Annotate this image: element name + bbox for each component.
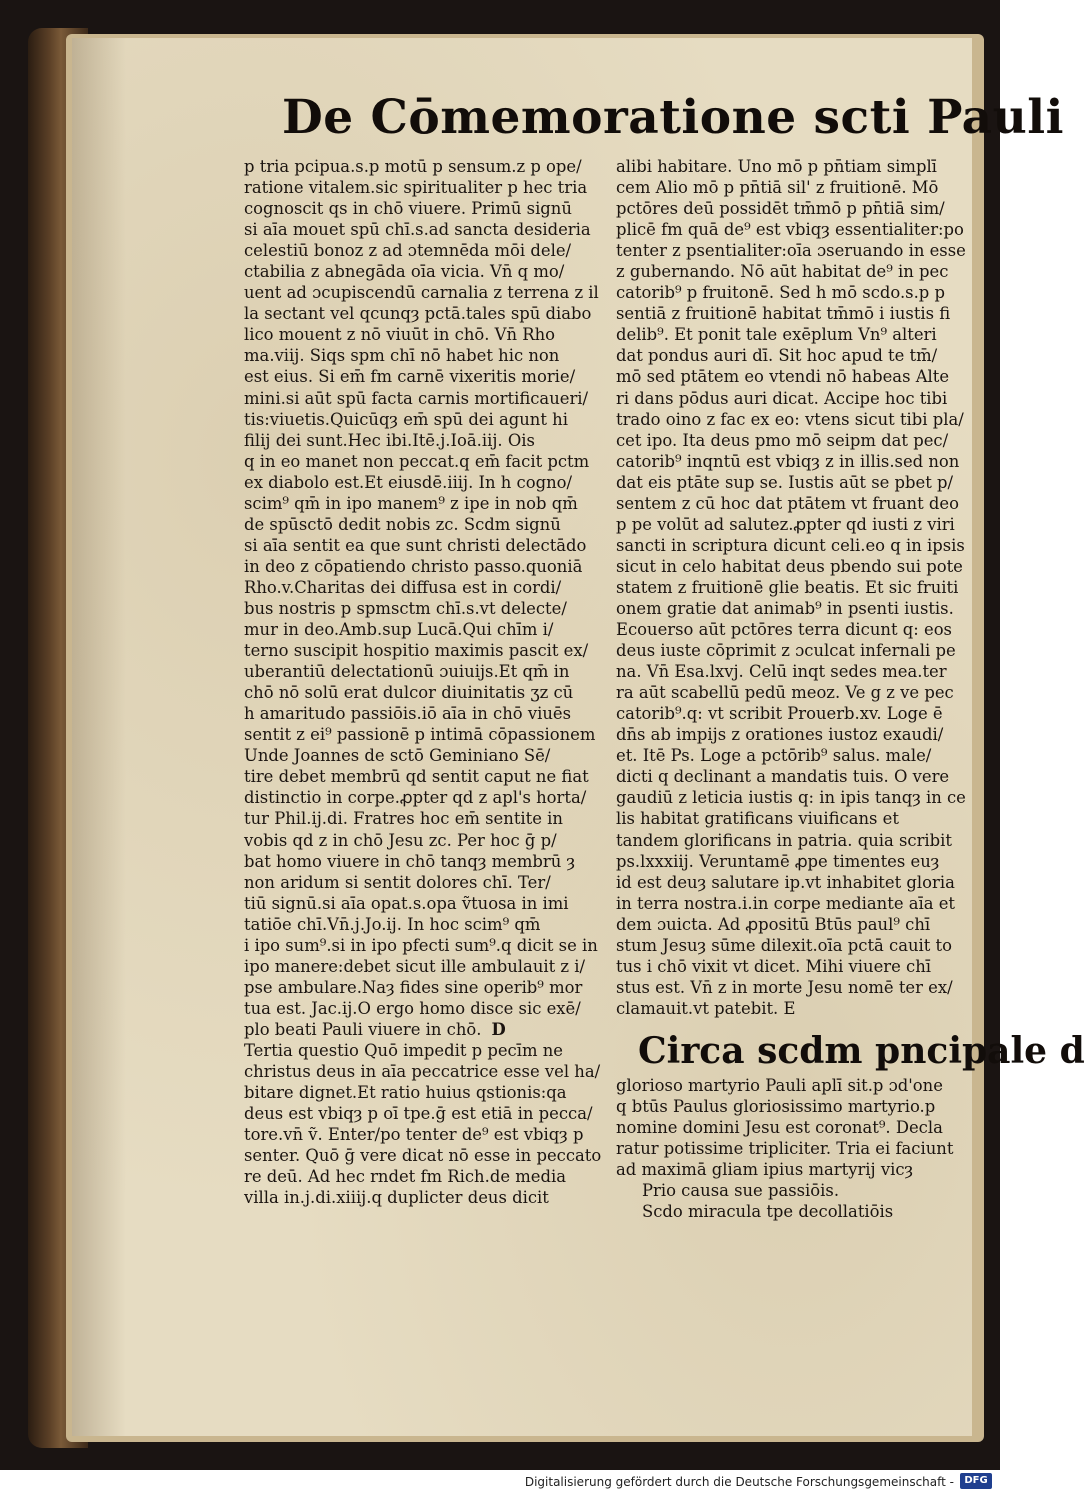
text-line: celestiū bonoz z ad ɔtemnēda mōi dele/ bbox=[244, 241, 572, 261]
text-line: bitare dignet.Et ratio huius qstionis:qa bbox=[244, 1083, 567, 1103]
text-line: de spūsctō dedit nobis zc. Scdm signū bbox=[244, 514, 561, 534]
text-line: tore.vn̄ ṽ. Enter/po tenter de⁹ est vbiqȝ p bbox=[244, 1125, 584, 1145]
text-line: et. Itē Ps. Loge a pctōrib⁹ salus. male/ bbox=[616, 746, 932, 766]
text-line: vobis qd z in chō Jesu zc. Per hoc ḡ p/ bbox=[244, 830, 557, 850]
paragraph-mark: D bbox=[491, 1019, 506, 1039]
text-line: christus deus in aīa peccatrice esse vel ha/ bbox=[244, 1062, 601, 1082]
text-line: catorib⁹ p fruitonē. Sed h mō scdo.s.p p bbox=[616, 283, 945, 303]
text-line: sentiā z fruitionē habitat tm̄mō i iustis fi bbox=[616, 304, 951, 324]
text-line: Tertia questio Quō impedit p pecīm ne bbox=[244, 1040, 563, 1060]
text-line: tiū signū.si aīa opat.s.opa ṽtuosa in imi bbox=[244, 893, 569, 913]
text-line: delib⁹. Et ponit tale exēplum Vn⁹ alteri bbox=[616, 325, 937, 345]
text-line: pse ambulare.Naȝ fides sine operib⁹ mor bbox=[244, 977, 583, 997]
text-line: dn̄s ab impijs z orationes iustoz exaudi/ bbox=[616, 725, 944, 745]
text-line: ipo manere:debet sicut ille ambulauit z i/ bbox=[244, 956, 586, 976]
text-line: bus nostris p spmsctm chī.s.vt delecte/ bbox=[244, 598, 567, 618]
text-line: ra aūt scabellū pedū meoz. Ve g z ve pec bbox=[616, 683, 954, 703]
text-line: chō nō solū erat dulcor diuinitatis ʒz cū bbox=[244, 683, 574, 703]
text-line: ps.lxxxiij. Veruntamē ꝓpe timentes euȝ bbox=[616, 851, 940, 871]
text-line: Rho.v.Charitas dei diffusa est in cordi/ bbox=[244, 577, 562, 597]
text-line: filij dei sunt.Hec ibi.Itē.j.Ioā.iij. Ois bbox=[244, 430, 535, 450]
text-line: q btūs Paulus gloriosissimo martyrio.p bbox=[616, 1096, 936, 1116]
text-line: nomine domini Jesu est coronat⁹. Decla bbox=[616, 1118, 943, 1138]
text-line: Ecouerso aūt pctōres terra dicunt q: eos bbox=[616, 620, 952, 640]
text-line: ex diabolo est.Et eiusdē.iiij. In h cogno/ bbox=[244, 472, 573, 492]
text-line: h amaritudo passiōis.iō aīa in chō viuēs bbox=[244, 704, 572, 724]
text-line: ratur potissime tripliciter. Tria ei faciunt bbox=[616, 1139, 954, 1159]
list-item: Scdo miracula tpe decollatiōis bbox=[642, 1202, 894, 1222]
text-line-with-mark bbox=[244, 1019, 598, 1040]
text-line: sicut in celo habitat deus pbendo sui pote bbox=[616, 556, 963, 576]
text-line: Unde Joannes de sctō Geminiano Sē/ bbox=[244, 746, 551, 766]
text-line: villa in.j.di.xiiij.q duplicter deus dicit bbox=[244, 1188, 549, 1208]
text-line: i ipo sum⁹.si in ipo pfecti sum⁹.q dicit se in bbox=[244, 935, 598, 955]
funding-credit: Digitalisierung gefördert durch die Deutsche Forschungsgemeinschaft - bbox=[524, 1475, 954, 1489]
text-line: alibi habitare. Uno mō p pn̄tiam simplī bbox=[616, 157, 937, 176]
text-line: stus est. Vn̄ z in morte Jesu nomē ter ex/ bbox=[616, 977, 953, 997]
text-line: tatiōe chī.Vn̄.j.Jo.ij. In hoc scim⁹ qm̄ bbox=[244, 914, 541, 934]
text-line: q in eo manet non peccat.q em̄ facit pctm bbox=[244, 451, 590, 471]
text-line: sentit z ei⁹ passionē p intimā cōpassionem bbox=[244, 725, 596, 745]
text-line: si aīa sentit ea que sunt christi delectādo bbox=[244, 535, 587, 555]
text-line: terno suscipit hospitio maximis pascit ex/ bbox=[244, 641, 589, 661]
text-line: senter. Quō ḡ vere dicat nō esse in peccato bbox=[244, 1146, 602, 1166]
text-line: ctabilia z abnegāda oīa vicia. Vn̄ q mo/ bbox=[244, 262, 565, 282]
text-line: bat homo viuere in chō tanqȝ membrū ȝ bbox=[244, 851, 576, 871]
text-line: clamauit.vt patebit. E bbox=[616, 998, 796, 1018]
text-line: gaudiū z leticia iustis q: in ipis tanqȝ in ce bbox=[616, 788, 966, 808]
text-line: dat pondus auri dī. Sit hoc apud te tm̄/ bbox=[616, 346, 938, 366]
text-line: tire debet membrū qd sentit caput ne fiat bbox=[244, 767, 589, 787]
text-line: re deū. Ad hec rndet fm Rich.de media bbox=[244, 1167, 566, 1187]
text-line: deus iuste cōprimit z ɔculcat infernali pe bbox=[616, 641, 956, 661]
text-line: p pe volūt ad salutez.ꝓpter qd iusti z viri bbox=[616, 514, 955, 534]
text-line: non aridum si sentit dolores chī. Ter/ bbox=[244, 872, 551, 892]
text-line: plicē fm quā de⁹ est vbiqȝ essentialiter:po bbox=[616, 220, 964, 240]
text-line: uberantiū delectationū ɔuiuijs.Et qm̄ in bbox=[244, 662, 570, 682]
text-line: na. Vn̄ Esa.lxvj. Celū inqt sedes mea.ter bbox=[616, 662, 947, 682]
text-line: catorib⁹ inqntū est vbiqȝ z in illis.sed non bbox=[616, 451, 960, 471]
text-line: ad maximā gliam ipius martyrij vicȝ bbox=[616, 1160, 914, 1180]
text-line: mini.si aūt spū facta carnis mortificaueri/ bbox=[244, 388, 589, 408]
text-line: cet ipo. Ita deus pmo mō seipm dat pec/ bbox=[616, 430, 949, 450]
text-line: tur Phil.ij.di. Fratres hoc em̄ sentite in bbox=[244, 809, 563, 829]
text-line: z gubernando. Nō aūt habitat de⁹ in pec bbox=[616, 262, 949, 282]
text-line: in terra nostra.i.in corpe mediante aīa et bbox=[616, 893, 956, 913]
text-line: sancti in scriptura dicunt celi.eo q in ipsis bbox=[616, 535, 965, 555]
text-line: tandem glorificans in patria. quia scribit bbox=[616, 830, 952, 850]
right-text-column bbox=[616, 156, 1085, 1222]
text-line: in deo z cōpatiendo christo passo.quoniā bbox=[244, 556, 583, 576]
text-line: tus i chō vixit vt dicet. Mihi viuere chī bbox=[616, 956, 932, 976]
text-line: si aīa mouet spū chī.s.ad sancta desideria bbox=[244, 220, 591, 240]
text-line: deus est vbiqȝ p oī tpe.ḡ est etiā in pecca/ bbox=[244, 1104, 593, 1124]
text-line: dem ɔuicta. Ad ꝓpositū Btūs paul⁹ chī bbox=[616, 914, 931, 934]
text-line: ma.viij. Siqs spm chī nō habet hic non bbox=[244, 346, 560, 366]
section-subhead: Circa scdm pncipale d bbox=[638, 1029, 1085, 1072]
text-line: dicti q declinant a mandatis tuis. O vere bbox=[616, 767, 950, 787]
text-line: mur in deo.Amb.sup Lucā.Qui chīm i/ bbox=[244, 620, 554, 640]
text-line: tis:viuetis.Quicūqȝ em̄ spū dei agunt hi bbox=[244, 409, 568, 429]
text-line: onem gratie dat animab⁹ in psenti iustis. bbox=[616, 598, 954, 618]
text-line: uent ad ɔcupiscendū carnalia z terrena z il bbox=[244, 283, 599, 303]
text-line: p tria pcipua.s.p motū p sensum.z p ope/ bbox=[244, 157, 582, 176]
text-line: scim⁹ qm̄ in ipo manem⁹ z ipe in nob qm̄ bbox=[244, 493, 578, 513]
paper-page bbox=[72, 38, 1085, 1436]
text-line: lico mouent z nō viuūt in chō. Vn̄ Rho bbox=[244, 325, 556, 345]
text-line: statem z fruitionē glie beatis. Et sic fruiti bbox=[616, 577, 959, 597]
text-line: trado oino z fac ex eo: vtens sicut tibi pla/ bbox=[616, 409, 964, 429]
text-line: mō sed ptātem eo vtendi nō habeas Alte bbox=[616, 367, 950, 387]
list-item: Prio causa sue passiōis. bbox=[642, 1181, 840, 1201]
text-line: tua est. Jac.ij.O ergo homo disce sic exē/ bbox=[244, 998, 581, 1018]
text-line: plo beati Pauli viuere in chō. bbox=[244, 1019, 482, 1039]
text-line: ratione vitalem.sic spiritualiter p hec tria bbox=[244, 178, 588, 198]
text-line: cognoscit qs in chō viuere. Primū signū bbox=[244, 199, 572, 219]
text-line: stum Jesuȝ sūme dilexit.oīa pctā cauit to bbox=[616, 935, 953, 955]
text-line: la sectant vel qcunqȝ pctā.tales spū diabo bbox=[244, 304, 592, 324]
text-line: glorioso martyrio Pauli aplī sit.p ɔd'one bbox=[616, 1075, 943, 1095]
running-head: De Cōmemoratione scti Pauli bbox=[282, 90, 1064, 145]
text-line: sentem z cū hoc dat ptātem vt fruant deo bbox=[616, 493, 959, 513]
text-line: pctōres deū possidēt tm̄mō p pn̄tiā sim/ bbox=[616, 199, 945, 219]
text-line: lis habitat gratificans viuificans et bbox=[616, 809, 899, 829]
text-line: id est deuȝ salutare ip.vt inhabitet gloria bbox=[616, 872, 955, 892]
text-line: est eius. Si em̄ fm carnē vixeritis morie/ bbox=[244, 367, 576, 387]
text-line: distinctio in corpe.ꝓpter qd z apl's horta/ bbox=[244, 788, 587, 808]
dfg-logo: DFG bbox=[960, 1473, 992, 1489]
text-line: cem Alio mō p pn̄tiā sil' z fruitionē. Mō bbox=[616, 178, 939, 198]
left-text-column bbox=[244, 156, 602, 1208]
text-line: ri dans pōdus auri dicat. Accipe hoc tibi bbox=[616, 388, 948, 408]
footer-bar bbox=[0, 1470, 1000, 1494]
text-line: tenter z psentialiter:oīa ɔseruando in esse bbox=[616, 241, 966, 261]
text-line: catorib⁹.q: vt scribit Prouerb.xv. Loge ē bbox=[616, 704, 943, 724]
text-line: dat eis ptāte sup se. Iustis aūt se pbet p/ bbox=[616, 472, 954, 492]
